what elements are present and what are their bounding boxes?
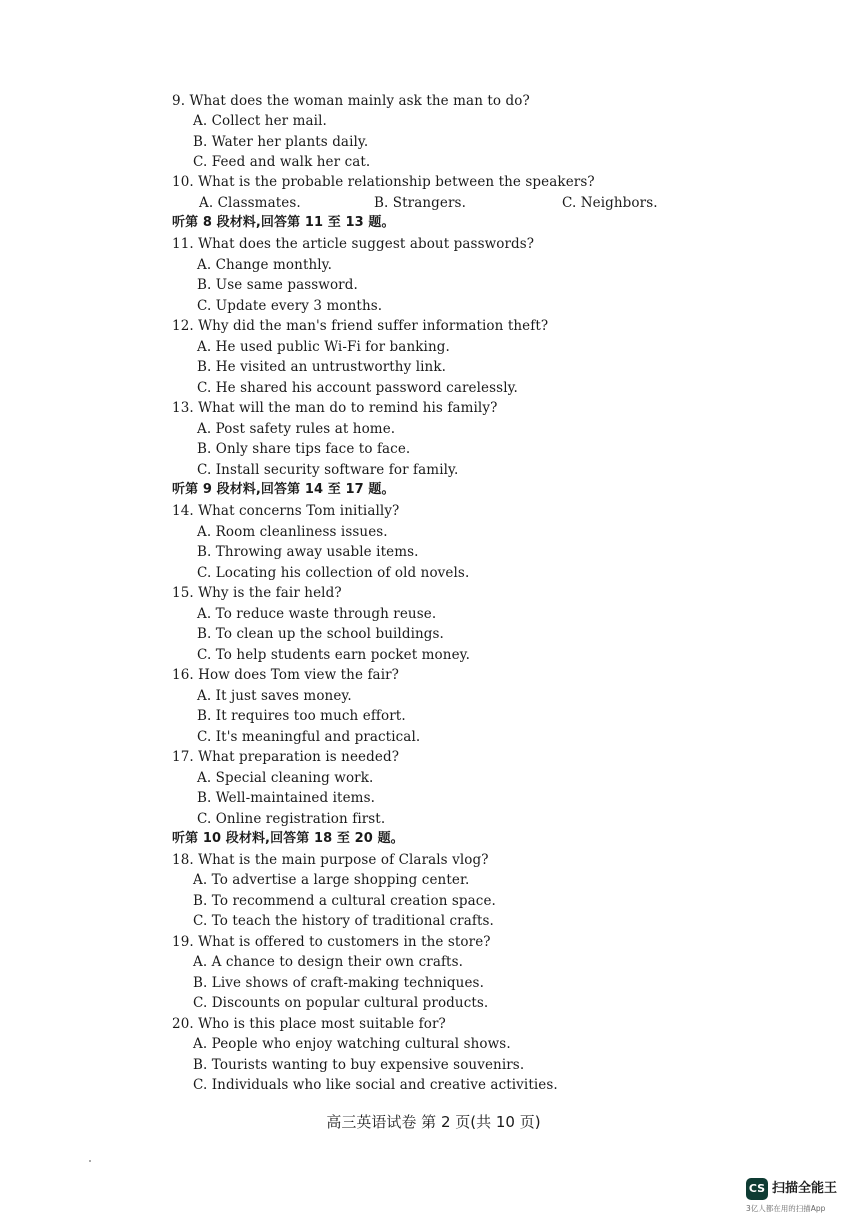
answer-option: A. Change monthly. — [197, 257, 333, 273]
answer-option: A. People who enjoy watching cultural shows. — [193, 1036, 511, 1052]
scanner-name: 扫描全能王 — [772, 1181, 838, 1196]
question-text: 12. Why did the man's friend suffer information theft? — [172, 318, 549, 334]
answer-option: C. Online registration first. — [197, 811, 386, 827]
answer-option: A. Special cleaning work. — [197, 770, 374, 786]
question-text: 20. Who is this place most suitable for? — [172, 1016, 446, 1032]
answer-option: C. Discounts on popular cultural products. — [193, 995, 489, 1011]
answer-option: A. To reduce waste through reuse. — [197, 606, 437, 622]
question-text: 9. What does the woman mainly ask the man to do? — [172, 93, 530, 109]
section-heading: 听第 10 段材料,回答第 18 至 20 题。 — [172, 831, 404, 846]
question-text: 16. How does Tom view the fair? — [172, 667, 399, 683]
answer-option: B. He visited an untrustworthy link. — [197, 359, 447, 375]
answer-option: B. Live shows of craft-making techniques. — [193, 975, 484, 991]
answer-option: A. Collect her mail. — [193, 113, 327, 129]
section-heading: 听第 8 段材料,回答第 11 至 13 题。 — [172, 215, 395, 230]
answer-option: C. Feed and walk her cat. — [193, 154, 371, 170]
question-text: 15. Why is the fair held? — [172, 585, 342, 601]
answer-option: A. Post safety rules at home. — [197, 421, 396, 437]
answer-option: B. Tourists wanting to buy expensive souvenirs. — [193, 1057, 525, 1073]
answer-option: A. To advertise a large shopping center. — [193, 872, 470, 888]
answer-option: A. Room cleanliness issues. — [197, 524, 388, 540]
question-text: 13. What will the man do to remind his family? — [172, 400, 498, 416]
question-text: 14. What concerns Tom initially? — [172, 503, 400, 519]
q10-option-b: B. Strangers. — [374, 195, 466, 211]
answer-option: C. It's meaningful and practical. — [197, 729, 421, 745]
camscanner-logo-icon: CS — [746, 1178, 768, 1200]
question-text: 18. What is the main purpose of Clarals vlog? — [172, 852, 489, 868]
scanner-tagline: 3亿人都在用的扫描App — [746, 1204, 826, 1213]
scanner-watermark — [746, 1178, 858, 1218]
answer-option: A. He used public Wi-Fi for banking. — [197, 339, 450, 355]
answer-option: A. It just saves money. — [197, 688, 352, 704]
answer-option: B. To clean up the school buildings. — [197, 626, 444, 642]
question-text: 17. What preparation is needed? — [172, 749, 400, 765]
q10-option-c: C. Neighbors. — [562, 195, 658, 211]
answer-option: C. Update every 3 months. — [197, 298, 383, 314]
answer-option: B. It requires too much effort. — [197, 708, 406, 724]
answer-option: C. To teach the history of traditional crafts. — [193, 913, 494, 929]
question-text: 19. What is offered to customers in the store? — [172, 934, 491, 950]
answer-option: C. Locating his collection of old novels. — [197, 565, 470, 581]
scan-speck — [89, 1160, 91, 1162]
answer-option: C. To help students earn pocket money. — [197, 647, 470, 663]
answer-option: C. He shared his account password carelessly. — [197, 380, 518, 396]
answer-option: B. Use same password. — [197, 277, 358, 293]
answer-option: B. Well-maintained items. — [197, 790, 375, 806]
answer-option: B. Only share tips face to face. — [197, 441, 411, 457]
answer-option: A. A chance to design their own crafts. — [193, 954, 464, 970]
answer-option: B. Throwing away usable items. — [197, 544, 419, 560]
answer-option: B. Water her plants daily. — [193, 134, 369, 150]
page-footer: 高三英语试卷 第 2 页(共 10 页) — [326, 1113, 541, 1131]
section-heading: 听第 9 段材料,回答第 14 至 17 题。 — [172, 482, 395, 497]
answer-option: B. To recommend a cultural creation space. — [193, 893, 496, 909]
q10-option-a: A. Classmates. — [199, 195, 301, 211]
question-text: 10. What is the probable relationship between the speakers? — [172, 174, 595, 190]
answer-option: C. Individuals who like social and creative activities. — [193, 1077, 558, 1093]
answer-option: C. Install security software for family. — [197, 462, 459, 478]
question-text: 11. What does the article suggest about passwords? — [172, 236, 535, 252]
